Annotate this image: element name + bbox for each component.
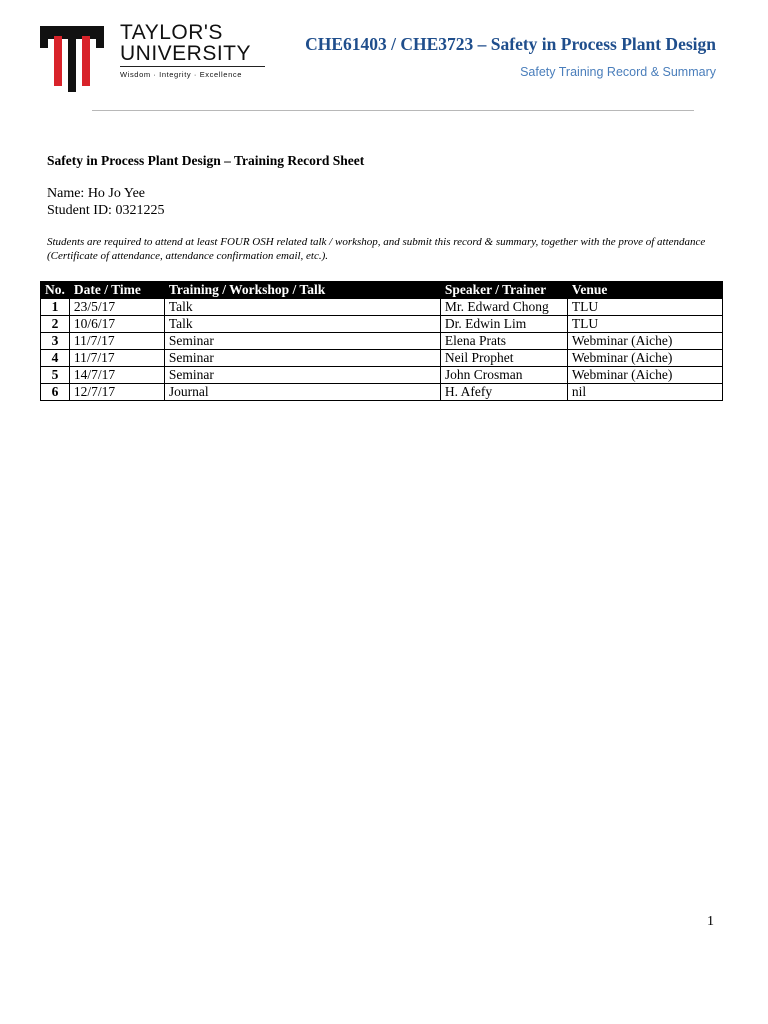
column-header-training: Training / Workshop / Talk — [164, 282, 440, 299]
cell-no: 2 — [41, 316, 70, 333]
cell-date: 11/7/17 — [69, 333, 164, 350]
table-row — [41, 367, 723, 384]
table-row — [41, 316, 723, 333]
student-name: Name: Ho Jo Yee — [47, 186, 145, 201]
instructions-text: Students are required to attend at least FOUR OSH related talk / workshop, and submit this record & summary, together with the prove of attendance (Certificate of attendance, attendance confirmation email, etc.). — [47, 236, 706, 262]
cell-venue: TLU — [567, 299, 722, 316]
cell-date: 11/7/17 — [69, 350, 164, 367]
cell-venue: TLU — [567, 316, 722, 333]
cell-training: Talk — [164, 299, 440, 316]
cell-venue: nil — [567, 384, 722, 401]
cell-date: 10/6/17 — [69, 316, 164, 333]
motto-divider — [120, 66, 265, 67]
table-row — [41, 384, 723, 401]
cell-date: 12/7/17 — [69, 384, 164, 401]
cell-speaker: H. Afefy — [440, 384, 567, 401]
cell-speaker: John Crosman — [440, 367, 567, 384]
university-name-line2: UNIVERSITY — [120, 42, 252, 65]
cell-date: 14/7/17 — [69, 367, 164, 384]
table-row — [41, 350, 723, 367]
document-title: Safety in Process Plant Design – Training Record Sheet — [47, 153, 365, 168]
cell-speaker: Dr. Edwin Lim — [440, 316, 567, 333]
cell-speaker: Mr. Edward Chong — [440, 299, 567, 316]
cell-venue: Webminar (Aiche) — [567, 350, 722, 367]
column-header-venue: Venue — [567, 282, 722, 299]
cell-speaker: Neil Prophet — [440, 350, 567, 367]
table-row — [41, 299, 723, 316]
cell-no: 4 — [41, 350, 70, 367]
page-number: 1 — [707, 914, 714, 929]
cell-training: Talk — [164, 316, 440, 333]
cell-venue: Webminar (Aiche) — [567, 333, 722, 350]
cell-no: 3 — [41, 333, 70, 350]
column-header-no: No. — [41, 282, 70, 299]
cell-no: 6 — [41, 384, 70, 401]
cell-training: Seminar — [164, 350, 440, 367]
cell-no: 1 — [41, 299, 70, 316]
cell-speaker: Elena Prats — [440, 333, 567, 350]
cell-venue: Webminar (Aiche) — [567, 367, 722, 384]
cell-training: Journal — [164, 384, 440, 401]
table-header-row — [41, 282, 723, 299]
cell-no: 5 — [41, 367, 70, 384]
university-name — [120, 22, 251, 64]
cell-training: Seminar — [164, 333, 440, 350]
header-divider — [92, 110, 694, 111]
university-name-line1: TAYLOR'S — [120, 21, 223, 44]
table-row — [41, 333, 723, 350]
student-id: Student ID: 0321225 — [47, 203, 165, 218]
column-header-date: Date / Time — [69, 282, 164, 299]
cell-training: Seminar — [164, 367, 440, 384]
course-subtitle: Safety Training Record & Summary — [520, 65, 716, 79]
university-motto: Wisdom · Integrity · Excellence — [120, 70, 242, 79]
cell-date: 23/5/17 — [69, 299, 164, 316]
course-title: CHE61403 / CHE3723 – Safety in Process Plant Design — [305, 34, 716, 54]
training-record-table — [40, 281, 723, 401]
column-header-speaker: Speaker / Trainer — [440, 282, 567, 299]
